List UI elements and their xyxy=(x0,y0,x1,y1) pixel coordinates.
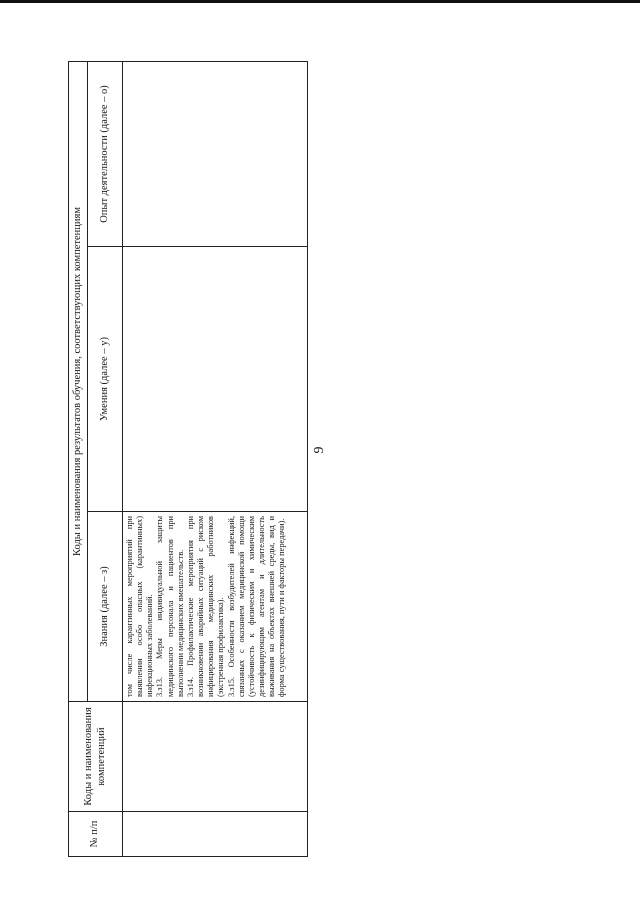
table-row xyxy=(123,61,308,856)
znaniya-item: 3.з13. Меры индивидуальной защиты медицинского персонала и пациентов при выполнении медицинских вмешательств. xyxy=(155,516,185,697)
cell-umeniya xyxy=(123,247,308,512)
znaniya-item: 3.з14. Профилактические мероприятия при возникновении аварийных ситуаций с риском инфицирования медицинских работников (экстренная профилактика). xyxy=(185,516,226,697)
cell-code xyxy=(123,702,308,812)
cell-opyt xyxy=(123,61,308,246)
page-number: 9 xyxy=(312,446,327,454)
header-znaniya: Знания (далее – з) xyxy=(88,512,123,702)
cell-num xyxy=(123,812,308,857)
znaniya-item: 3.з15. Особенности возбудителей инфекций, связанных с оказанием медицинской помощи (устойчивость к физическим и химическим дезинфицирующим агентам и длительность выживания на объектах внешней среды, вид и форма существования, пути и факторы передачи). xyxy=(226,516,287,697)
header-codes: Коды и наименования компетенций xyxy=(69,702,123,812)
header-umeniya: Умения (далее – у) xyxy=(88,247,123,512)
scan-top-edge xyxy=(0,0,640,3)
header-num: № п/п xyxy=(69,812,123,857)
header-opyt: Опыт деятельности (далее – о) xyxy=(88,61,123,246)
cell-znaniya xyxy=(123,512,308,702)
competency-table xyxy=(68,61,308,857)
competency-table-frame xyxy=(68,62,308,857)
znaniya-item: том числе карантинных мероприятий при выявлении особо опасных (карантинных) инфекционных заболеваний. xyxy=(125,516,155,697)
header-results-group: Коды и наименования результатов обучения, соответствующих компетенциям xyxy=(69,61,88,701)
